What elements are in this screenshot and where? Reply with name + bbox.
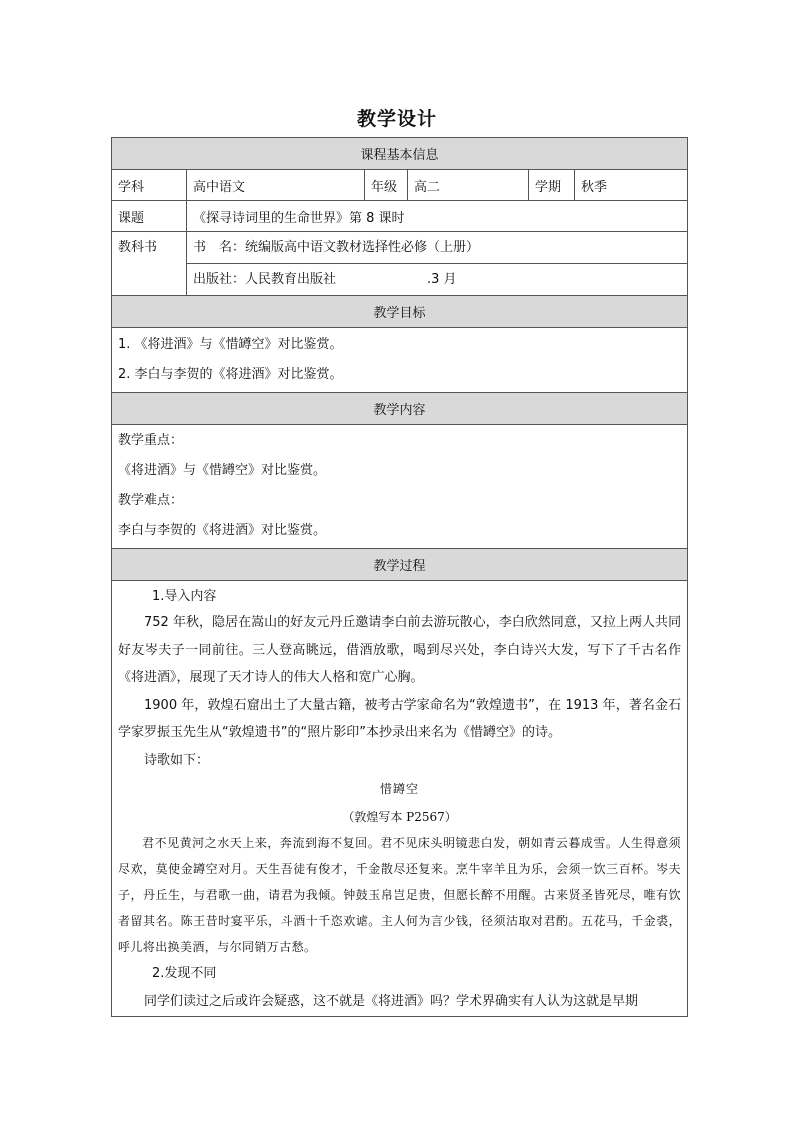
term-label: 学期	[529, 170, 575, 201]
textbook-publisher: 出版社：人民教育出版社 .3 月	[187, 263, 687, 295]
section-header-goals: 教学目标	[112, 296, 688, 328]
grade-value: 高二	[408, 170, 529, 201]
textbook-info	[187, 232, 688, 296]
process-paragraph: 1900 年，敦煌石窟出土了大量古籍，被考古学家命名为“敦煌遗书”，在 1913 年，著名金石学家罗振玉先生从“敦煌遗书”的“照片影印”本抄录出来名为《惜罇空》的诗。	[118, 697, 682, 740]
goal-item: 1. 《将进酒》与《惜罇空》对比鉴赏。	[118, 337, 343, 352]
process-paragraph: 诗歌如下：	[144, 752, 210, 768]
goal-item: 2. 李白与李贺的《将进酒》对比鉴赏。	[118, 367, 343, 382]
process-paragraph: 同学们读过之后或许会疑惑，这不就是《将进酒》吗？学术界确实有人认为这就是早期	[144, 994, 639, 1009]
poem-text: 君不见黄河之水天上来，奔流到海不复回。君不见床头明镜悲白发，朝如青云暮成雪。人生得意须尽欢，莫使金罇空对月。天生吾徒有俊才，千金散尽还复来。烹牛宰羊且为乐，会须一饮三百杯。岑夫子，丹丘生，与君歌一曲，请君为我倾。钟鼓玉帛岂足贵，但愿长醉不用醒。古来贤圣皆死尽，唯有饮者留其名。陈王昔时宴平乐，斗酒十千恣欢谑。主人何为言少钱，径须沽取对君酌。五花马，千金裘，呼儿将出换美酒，与尔同销万古愁。	[118, 836, 682, 954]
poem-title: 惜罇空	[380, 782, 420, 796]
lesson-label: 课题	[112, 201, 187, 232]
key-point-label: 教学重点：	[118, 433, 184, 448]
grade-label: 年级	[365, 170, 408, 201]
key-point: 《将进酒》与《惜罇空》对比鉴赏。	[118, 463, 327, 478]
process-paragraph: 752 年秋，隐居在嵩山的好友元丹丘邀请李白前去游玩散心，李白欣然同意，又拉上两人共同好友岑夫子一同前往。三人登高眺远，借酒放歌，喝到尽兴处，李白诗兴大发，写下了千古名作《将进酒》，展现了天才诗人的伟大人格和宽广心胸。	[118, 615, 682, 685]
lesson-plan-table	[111, 137, 688, 1017]
textbook-label: 教科书	[112, 232, 187, 296]
content-body	[112, 425, 688, 549]
page-title: 教学设计	[356, 108, 437, 130]
subject-value: 高中语文	[187, 170, 365, 201]
poem-source: （敦煌写本 P2567）	[342, 810, 457, 824]
difficult-point-label: 教学难点：	[118, 493, 184, 508]
term-value: 秋季	[575, 170, 688, 201]
lesson-value: 《探寻诗词里的生命世界》第 8 课时	[187, 201, 688, 232]
process-section-intro: 1.导入内容	[152, 589, 217, 604]
section-header-process: 教学过程	[112, 549, 688, 581]
goals-list	[112, 328, 688, 393]
difficult-point: 李白与李贺的《将进酒》对比鉴赏。	[118, 523, 327, 538]
process-body	[112, 581, 688, 1017]
section-header-content: 教学内容	[112, 393, 688, 425]
subject-label: 学科	[112, 170, 187, 201]
section-header-basic: 课程基本信息	[112, 138, 688, 170]
process-section-difference: 2.发现不同	[152, 966, 217, 981]
textbook-name: 书 名：统编版高中语文教材选择性必修（上册）	[193, 240, 480, 255]
